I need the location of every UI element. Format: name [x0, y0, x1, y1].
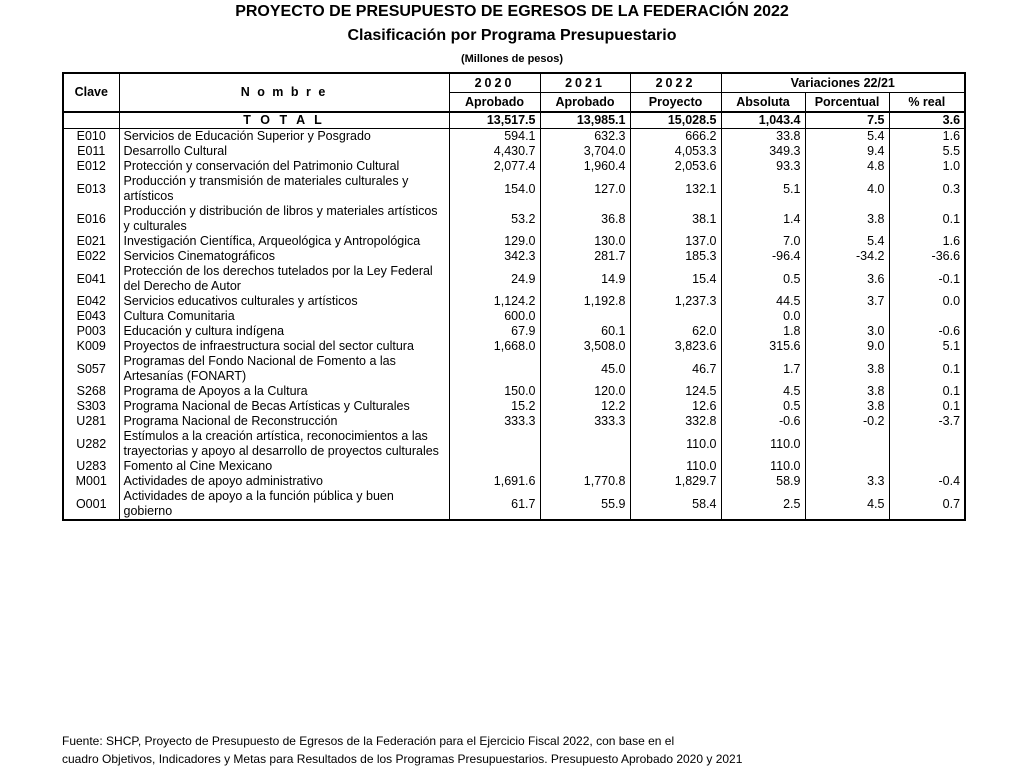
proyecto-2022-cell [630, 309, 721, 324]
variacion-real-cell: -3.7 [889, 414, 965, 429]
variacion-absoluta-cell: 0.5 [721, 399, 805, 414]
variacion-absoluta-cell: 349.3 [721, 144, 805, 159]
table-row [63, 174, 965, 204]
aprobado-2020-cell: 53.2 [449, 204, 540, 234]
program-name-cell: Programas del Fondo Nacional de Fomento a las Artesanías (FONART) [119, 354, 449, 384]
units-label: (Millones de pesos) [460, 53, 564, 65]
proyecto-2022-cell: 185.3 [630, 249, 721, 264]
proyecto-2022-cell: 4,053.3 [630, 144, 721, 159]
variacion-absoluta-cell: 4.5 [721, 384, 805, 399]
table-row [63, 309, 965, 324]
aprobado-2020-cell: 333.3 [449, 414, 540, 429]
variacion-real-cell: -0.1 [889, 264, 965, 294]
program-name-cell: Servicios Cinematográficos [119, 249, 449, 264]
aprobado-2020-cell: 1,124.2 [449, 294, 540, 309]
aprobado-2021-cell: 281.7 [540, 249, 630, 264]
total-2021: 13,985.1 [540, 112, 630, 129]
clave-cell: E016 [63, 204, 119, 234]
program-name-cell: Educación y cultura indígena [119, 324, 449, 339]
aprobado-2021-cell: 55.9 [540, 489, 630, 520]
header-year-2021: 2021 [540, 73, 630, 93]
header-aprobado-2021: Aprobado [540, 93, 630, 113]
proyecto-2022-cell: 3,823.6 [630, 339, 721, 354]
table-body [63, 112, 965, 520]
aprobado-2021-cell: 1,192.8 [540, 294, 630, 309]
table-row [63, 324, 965, 339]
variacion-absoluta-cell: -0.6 [721, 414, 805, 429]
program-name-cell: Programa Nacional de Becas Artísticas y Culturales [119, 399, 449, 414]
variacion-absoluta-cell: 110.0 [721, 429, 805, 459]
variacion-absoluta-cell: 2.5 [721, 489, 805, 520]
proyecto-2022-cell: 46.7 [630, 354, 721, 384]
proyecto-2022-cell: 58.4 [630, 489, 721, 520]
aprobado-2020-cell: 154.0 [449, 174, 540, 204]
footer-source-line-2: cuadro Objetivos, Indicadores y Metas para Resultados de los Programas Presupuestarios. Presupuesto Aprobado 2020 y 2021 [62, 752, 743, 766]
program-name-cell: Estímulos a la creación artística, reconocimientos a las trayectorias y apoyo al desarrollo de proyectos culturales [119, 429, 449, 459]
header-clave: Clave [63, 73, 119, 112]
aprobado-2020-cell: 342.3 [449, 249, 540, 264]
table-row [63, 234, 965, 249]
aprobado-2021-cell [540, 429, 630, 459]
variacion-absoluta-cell: 58.9 [721, 474, 805, 489]
aprobado-2020-cell: 15.2 [449, 399, 540, 414]
variacion-real-cell: 5.5 [889, 144, 965, 159]
variacion-real-cell: 1.6 [889, 129, 965, 145]
proyecto-2022-cell: 666.2 [630, 129, 721, 145]
aprobado-2020-cell [449, 429, 540, 459]
proyecto-2022-cell: 137.0 [630, 234, 721, 249]
clave-cell: K009 [63, 339, 119, 354]
program-name-cell: Actividades de apoyo a la función pública y buen gobierno [119, 489, 449, 520]
program-name-cell: Investigación Científica, Arqueológica y Antropológica [119, 234, 449, 249]
table-row [63, 474, 965, 489]
variacion-real-cell: 5.1 [889, 339, 965, 354]
aprobado-2020-cell [449, 459, 540, 474]
total-clave-cell [63, 112, 119, 129]
variacion-porcentual-cell: 3.3 [805, 474, 889, 489]
clave-cell: S268 [63, 384, 119, 399]
aprobado-2021-cell: 127.0 [540, 174, 630, 204]
header-variaciones: Variaciones 22/21 [721, 73, 965, 93]
aprobado-2021-cell: 45.0 [540, 354, 630, 384]
variacion-porcentual-cell [805, 309, 889, 324]
variacion-absoluta-cell: 0.0 [721, 309, 805, 324]
clave-cell: M001 [63, 474, 119, 489]
table-row [63, 204, 965, 234]
variacion-porcentual-cell: -34.2 [805, 249, 889, 264]
table-row [63, 144, 965, 159]
program-name-cell: Servicios educativos culturales y artísticos [119, 294, 449, 309]
variacion-real-cell: 0.1 [889, 399, 965, 414]
program-name-cell: Cultura Comunitaria [119, 309, 449, 324]
variacion-real-cell [889, 309, 965, 324]
aprobado-2020-cell: 67.9 [449, 324, 540, 339]
header-absoluta: Absoluta [721, 93, 805, 113]
variacion-porcentual-cell: 9.0 [805, 339, 889, 354]
variacion-porcentual-cell: 5.4 [805, 234, 889, 249]
variacion-absoluta-cell: 33.8 [721, 129, 805, 145]
variacion-porcentual-cell [805, 459, 889, 474]
clave-cell: S057 [63, 354, 119, 384]
program-name-cell: Fomento al Cine Mexicano [119, 459, 449, 474]
aprobado-2020-cell: 150.0 [449, 384, 540, 399]
program-name-cell: Servicios de Educación Superior y Posgrado [119, 129, 449, 145]
header-porcentual: Porcentual [805, 93, 889, 113]
table-row [63, 339, 965, 354]
aprobado-2021-cell: 3,704.0 [540, 144, 630, 159]
variacion-porcentual-cell: 4.8 [805, 159, 889, 174]
aprobado-2021-cell: 632.3 [540, 129, 630, 145]
table-row [63, 459, 965, 474]
table-header [63, 73, 965, 112]
aprobado-2021-cell: 12.2 [540, 399, 630, 414]
clave-cell: U281 [63, 414, 119, 429]
variacion-absoluta-cell: 93.3 [721, 159, 805, 174]
proyecto-2022-cell: 38.1 [630, 204, 721, 234]
variacion-porcentual-cell: -0.2 [805, 414, 889, 429]
variacion-absoluta-cell: 110.0 [721, 459, 805, 474]
proyecto-2022-cell: 332.8 [630, 414, 721, 429]
variacion-absoluta-cell: 5.1 [721, 174, 805, 204]
variacion-absoluta-cell: 1.8 [721, 324, 805, 339]
total-real: 3.6 [889, 112, 965, 129]
clave-cell: E041 [63, 264, 119, 294]
aprobado-2020-cell: 61.7 [449, 489, 540, 520]
proyecto-2022-cell: 2,053.6 [630, 159, 721, 174]
aprobado-2020-cell: 1,691.6 [449, 474, 540, 489]
variacion-absoluta-cell: 315.6 [721, 339, 805, 354]
program-name-cell: Programa de Apoyos a la Cultura [119, 384, 449, 399]
variacion-real-cell: 0.1 [889, 204, 965, 234]
aprobado-2021-cell [540, 459, 630, 474]
table-row [63, 159, 965, 174]
variacion-porcentual-cell: 3.8 [805, 384, 889, 399]
aprobado-2020-cell: 24.9 [449, 264, 540, 294]
aprobado-2020-cell: 600.0 [449, 309, 540, 324]
program-name-cell: Protección de los derechos tutelados por la Ley Federal del Derecho de Autor [119, 264, 449, 294]
variacion-real-cell: 0.7 [889, 489, 965, 520]
page-subtitle: Clasificación por Programa Presupuestario [347, 27, 677, 44]
clave-cell: P003 [63, 324, 119, 339]
variacion-real-cell: 0.3 [889, 174, 965, 204]
variacion-absoluta-cell: 1.4 [721, 204, 805, 234]
variacion-porcentual-cell [805, 429, 889, 459]
table-row [63, 399, 965, 414]
table-row [63, 249, 965, 264]
budget-table [62, 72, 966, 521]
variacion-porcentual-cell: 5.4 [805, 129, 889, 145]
clave-cell: S303 [63, 399, 119, 414]
variacion-real-cell: 1.6 [889, 234, 965, 249]
header-aprobado-2020: Aprobado [449, 93, 540, 113]
header-year-2020: 2020 [449, 73, 540, 93]
aprobado-2020-cell: 1,668.0 [449, 339, 540, 354]
table-row [63, 429, 965, 459]
clave-cell: E022 [63, 249, 119, 264]
clave-cell: O001 [63, 489, 119, 520]
variacion-porcentual-cell: 3.8 [805, 354, 889, 384]
aprobado-2021-cell [540, 309, 630, 324]
clave-cell: E021 [63, 234, 119, 249]
aprobado-2020-cell: 129.0 [449, 234, 540, 249]
aprobado-2021-cell: 333.3 [540, 414, 630, 429]
variacion-porcentual-cell: 3.0 [805, 324, 889, 339]
aprobado-2020-cell: 4,430.7 [449, 144, 540, 159]
total-absoluta: 1,043.4 [721, 112, 805, 129]
aprobado-2021-cell: 120.0 [540, 384, 630, 399]
aprobado-2021-cell: 1,960.4 [540, 159, 630, 174]
variacion-absoluta-cell: 1.7 [721, 354, 805, 384]
aprobado-2020-cell: 2,077.4 [449, 159, 540, 174]
clave-cell: E011 [63, 144, 119, 159]
variacion-absoluta-cell: -96.4 [721, 249, 805, 264]
variacion-absoluta-cell: 0.5 [721, 264, 805, 294]
proyecto-2022-cell: 110.0 [630, 429, 721, 459]
total-row [63, 112, 965, 129]
clave-cell: E010 [63, 129, 119, 145]
variacion-real-cell: 0.1 [889, 354, 965, 384]
variacion-absoluta-cell: 7.0 [721, 234, 805, 249]
aprobado-2021-cell: 3,508.0 [540, 339, 630, 354]
proyecto-2022-cell: 110.0 [630, 459, 721, 474]
proyecto-2022-cell: 1,237.3 [630, 294, 721, 309]
clave-cell: E013 [63, 174, 119, 204]
variacion-porcentual-cell: 4.5 [805, 489, 889, 520]
variacion-real-cell: -0.6 [889, 324, 965, 339]
program-name-cell: Actividades de apoyo administrativo [119, 474, 449, 489]
variacion-real-cell: -36.6 [889, 249, 965, 264]
header-real: % real [889, 93, 965, 113]
variacion-absoluta-cell: 44.5 [721, 294, 805, 309]
variacion-porcentual-cell: 9.4 [805, 144, 889, 159]
aprobado-2021-cell: 36.8 [540, 204, 630, 234]
proyecto-2022-cell: 15.4 [630, 264, 721, 294]
variacion-real-cell: 0.1 [889, 384, 965, 399]
header-nombre: N o m b r e [119, 73, 449, 112]
proyecto-2022-cell: 62.0 [630, 324, 721, 339]
proyecto-2022-cell: 12.6 [630, 399, 721, 414]
clave-cell: E012 [63, 159, 119, 174]
program-name-cell: Producción y distribución de libros y materiales artísticos y culturales [119, 204, 449, 234]
clave-cell: U282 [63, 429, 119, 459]
total-porcentual: 7.5 [805, 112, 889, 129]
program-name-cell: Desarrollo Cultural [119, 144, 449, 159]
total-label: T O T A L [119, 112, 449, 129]
variacion-real-cell [889, 459, 965, 474]
variacion-real-cell: -0.4 [889, 474, 965, 489]
header-proyecto-2022: Proyecto [630, 93, 721, 113]
variacion-porcentual-cell: 3.8 [805, 399, 889, 414]
table-row [63, 354, 965, 384]
page-title: PROYECTO DE PRESUPUESTO DE EGRESOS DE LA FEDERACIÓN 2022 [235, 3, 789, 20]
header-year-2022: 2022 [630, 73, 721, 93]
table-row [63, 129, 965, 145]
table-row [63, 489, 965, 520]
aprobado-2020-cell: 594.1 [449, 129, 540, 145]
variacion-real-cell: 1.0 [889, 159, 965, 174]
variacion-porcentual-cell: 3.6 [805, 264, 889, 294]
proyecto-2022-cell: 1,829.7 [630, 474, 721, 489]
variacion-porcentual-cell: 3.8 [805, 204, 889, 234]
aprobado-2020-cell [449, 354, 540, 384]
variacion-porcentual-cell: 3.7 [805, 294, 889, 309]
proyecto-2022-cell: 132.1 [630, 174, 721, 204]
aprobado-2021-cell: 14.9 [540, 264, 630, 294]
proyecto-2022-cell: 124.5 [630, 384, 721, 399]
variacion-porcentual-cell: 4.0 [805, 174, 889, 204]
table-row [63, 384, 965, 399]
clave-cell: E043 [63, 309, 119, 324]
table-row [63, 294, 965, 309]
table-row [63, 414, 965, 429]
clave-cell: E042 [63, 294, 119, 309]
program-name-cell: Programa Nacional de Reconstrucción [119, 414, 449, 429]
total-2020: 13,517.5 [449, 112, 540, 129]
aprobado-2021-cell: 1,770.8 [540, 474, 630, 489]
variacion-real-cell: 0.0 [889, 294, 965, 309]
program-name-cell: Protección y conservación del Patrimonio Cultural [119, 159, 449, 174]
program-name-cell: Producción y transmisión de materiales culturales y artísticos [119, 174, 449, 204]
variacion-real-cell [889, 429, 965, 459]
aprobado-2021-cell: 130.0 [540, 234, 630, 249]
total-2022: 15,028.5 [630, 112, 721, 129]
footer-source-line-1: Fuente: SHCP, Proyecto de Presupuesto de Egresos de la Federación para el Ejercicio Fiscal 2022, con base en el [62, 734, 675, 748]
clave-cell: U283 [63, 459, 119, 474]
table-row [63, 264, 965, 294]
program-name-cell: Proyectos de infraestructura social del sector cultura [119, 339, 449, 354]
aprobado-2021-cell: 60.1 [540, 324, 630, 339]
